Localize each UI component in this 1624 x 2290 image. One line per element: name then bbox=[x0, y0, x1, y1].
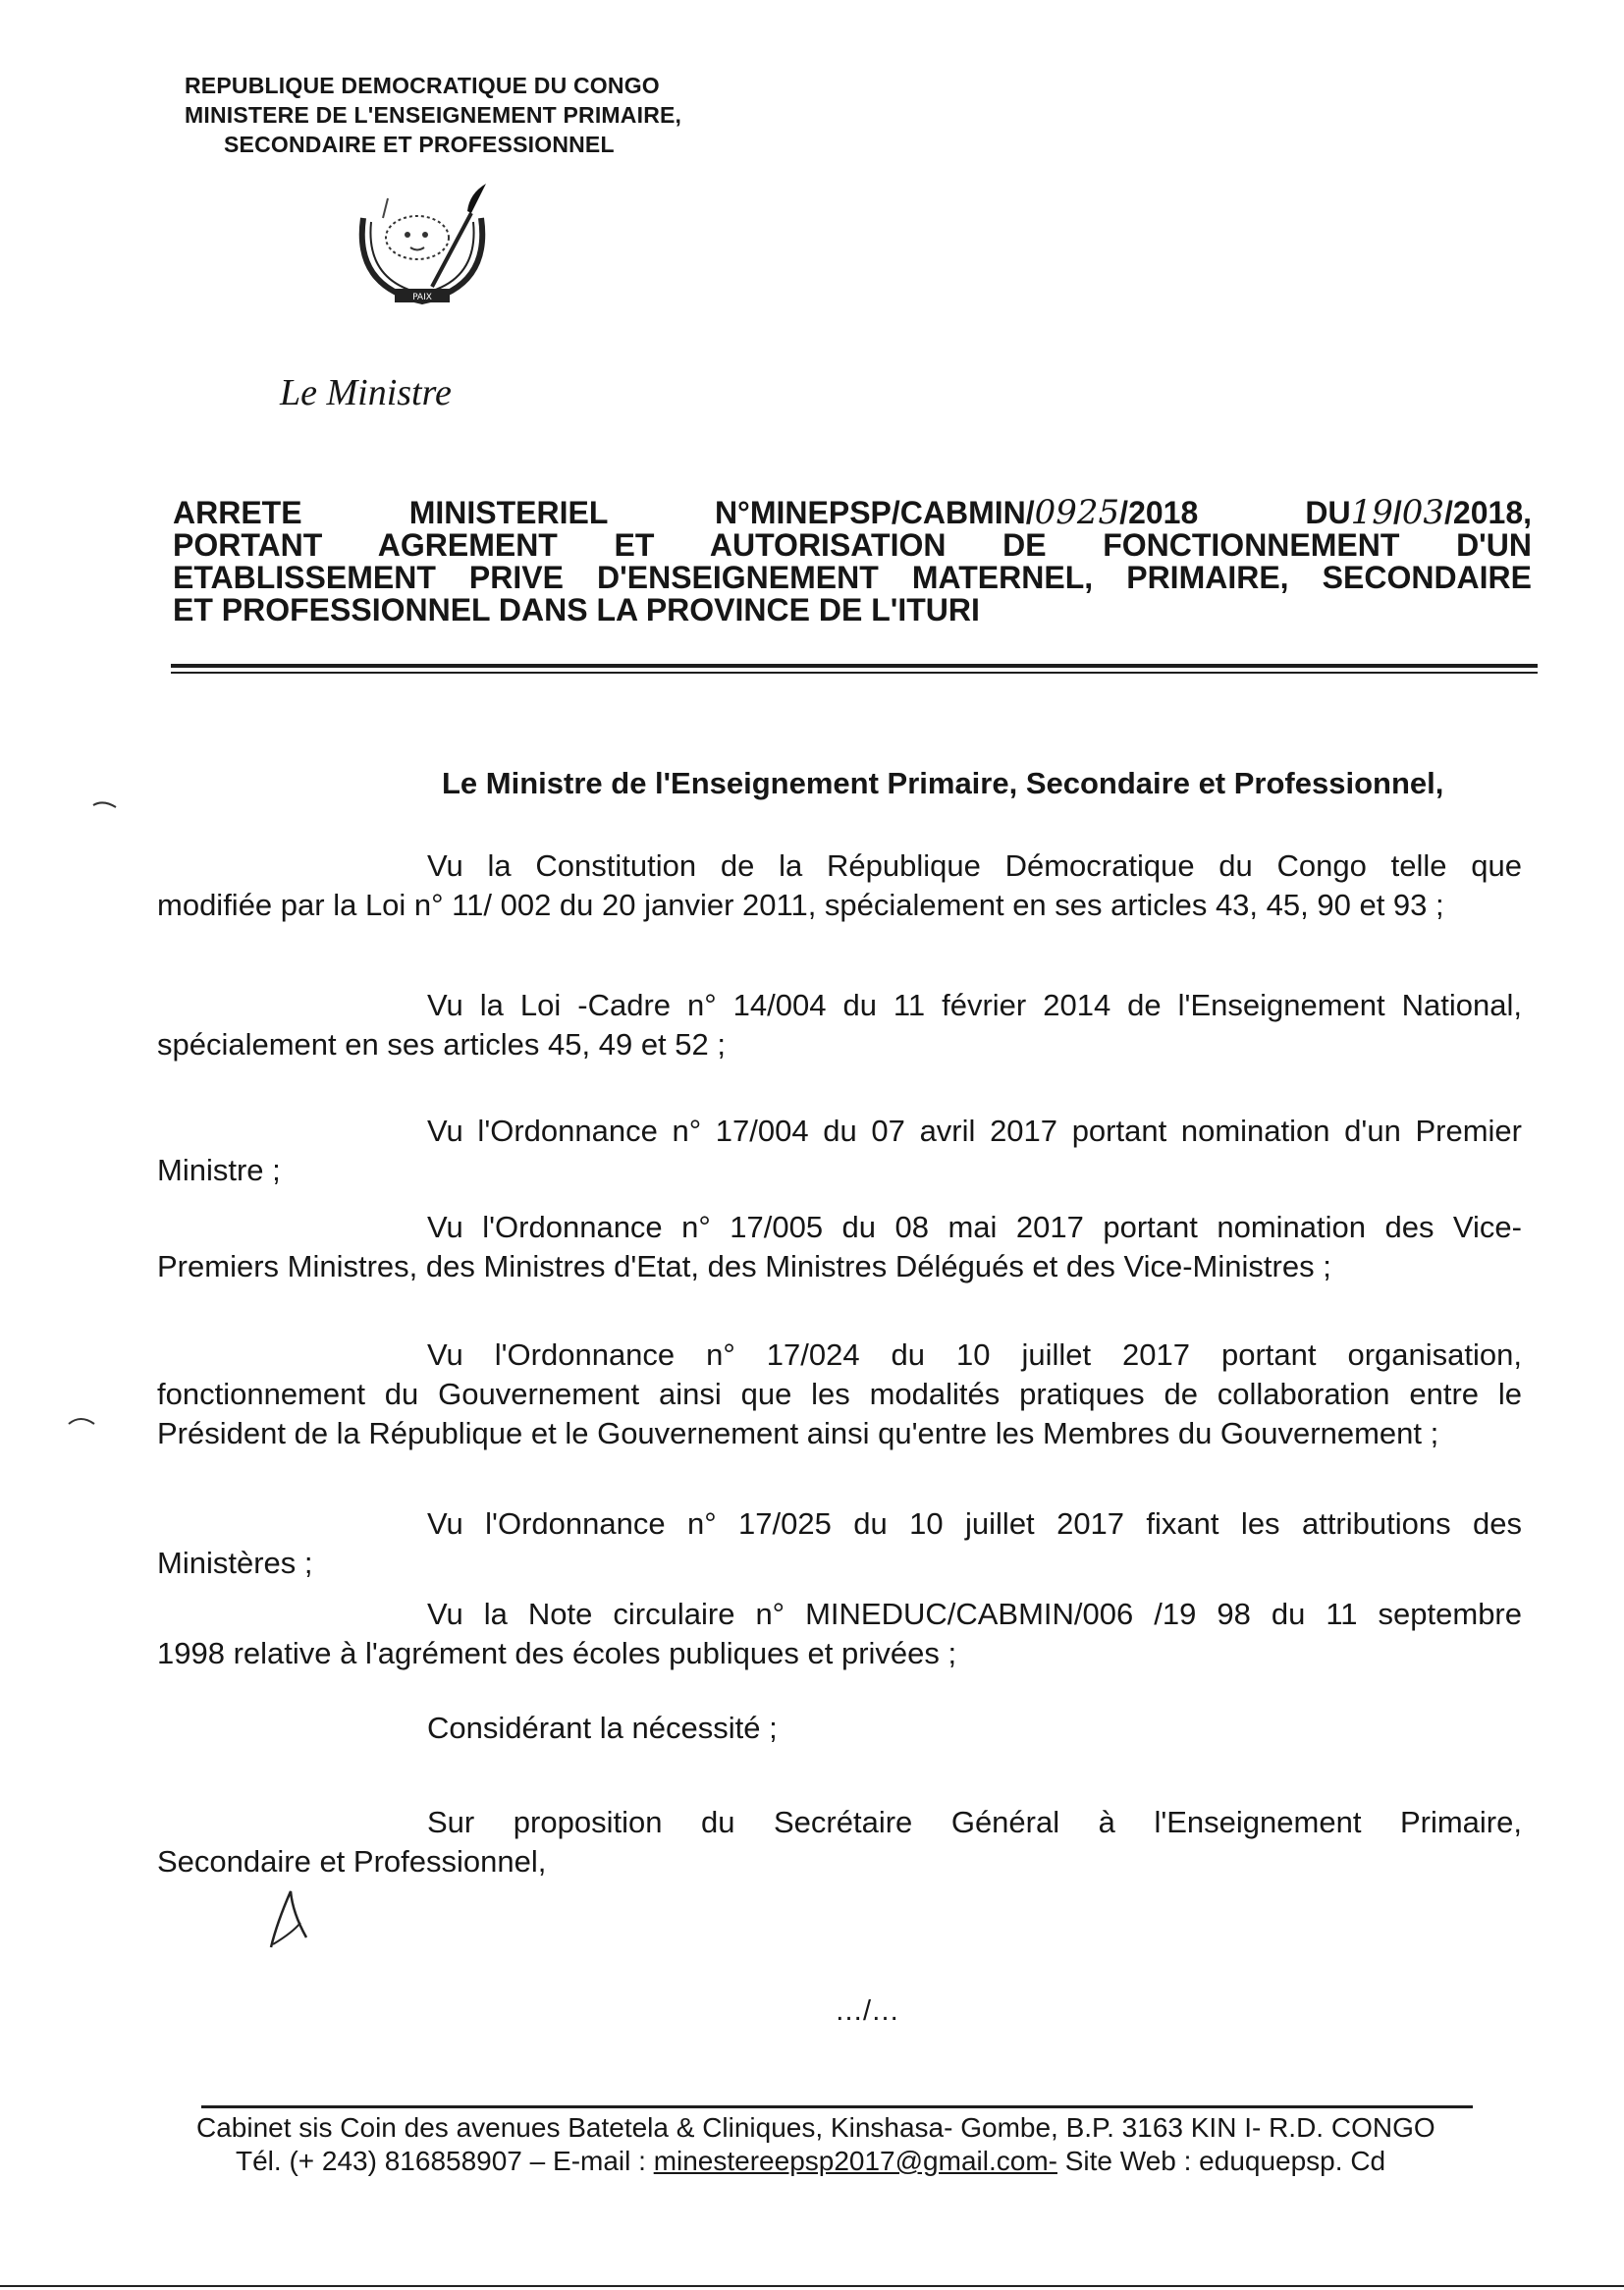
signatory-title: Le Ministre bbox=[280, 372, 452, 413]
clause-ordonnance-17-024: Vu l'Ordonnance n° 17/024 du 10 juillet 2017 portant organisation, fonctionnement du Gouvernement ainsi que les modalités pratiques de collaboration entre le Président de la République et le Gouvernement ainsi qu'entre les Membres du Gouvernement ; bbox=[157, 1337, 1522, 1450]
coat-of-arms-icon bbox=[324, 179, 520, 326]
title-underline bbox=[171, 664, 1538, 668]
letterhead-country: REPUBLIQUE DEMOCRATIQUE DU CONGO bbox=[185, 73, 660, 98]
clause-considerant: Considérant la nécessité ; bbox=[427, 1711, 778, 1745]
decree-number-line: ARRETE MINISTERIEL N°MINEPSP/CABMIN/0925/2018 DU19/03/2018, bbox=[173, 493, 1532, 532]
footer-contact: Tél. (+ 243) 816858907 – E-mail : minestereepsp2017@gmail.com- Site Web : eduquepsp. Cd bbox=[236, 2146, 1386, 2176]
letterhead-ministry: MINISTERE DE L'ENSEIGNEMENT PRIMAIRE, bbox=[185, 102, 682, 128]
decree-day-handwritten: 19 bbox=[1350, 493, 1393, 532]
clause-note-circulaire: Vu la Note circulaire n° MINEDUC/CABMIN/006 /19 98 du 11 septembre 1998 relative à l'agrément des écoles publiques et privées ; bbox=[157, 1597, 1522, 1670]
footer-email-link[interactable]: minestereepsp2017@gmail.com- bbox=[653, 2146, 1057, 2176]
preamble: Le Ministre de l'Enseignement Primaire, Secondaire et Professionnel, bbox=[442, 766, 1444, 800]
clause-constitution: Vu la Constitution de la République Démocratique du Congo telle que modifiée par la Loi n° 11/ 002 du 20 janvier 2011, spécialement en ses articles 43, 45, 90 et 93 ; bbox=[157, 848, 1522, 922]
title-underline-thin bbox=[171, 672, 1538, 674]
clause-ordonnance-17-004: Vu l'Ordonnance n° 17/004 du 07 avril 2017 portant nomination d'un Premier Ministre ; bbox=[157, 1114, 1522, 1187]
footer bbox=[196, 2111, 1473, 2178]
footer-address: Cabinet sis Coin des avenues Batetela & Cliniques, Kinshasa- Gombe, B.P. 3163 KIN I- R.D. CONGO bbox=[196, 2112, 1435, 2143]
decree-title-line-3: ETABLISSEMENT PRIVE D'ENSEIGNEMENT MATERNEL, PRIMAIRE, SECONDAIRE bbox=[173, 560, 1532, 595]
clause-proposition: Sur proposition du Secrétaire Général à l'Enseignement Primaire, Secondaire et Professionnel, bbox=[157, 1805, 1522, 1879]
decree-number-handwritten: 0925 bbox=[1034, 493, 1120, 532]
svg-text:PAIX: PAIX bbox=[412, 293, 432, 302]
letterhead-ministry-cont: SECONDAIRE ET PROFESSIONNEL bbox=[224, 132, 615, 157]
clause-ordonnance-17-005: Vu l'Ordonnance n° 17/005 du 08 mai 2017 portant nomination des Vice- Premiers Ministres, des Ministres d'Etat, des Ministres Délégués et des Vice-Ministres ; bbox=[157, 1210, 1522, 1283]
decree-title bbox=[173, 493, 1532, 627]
footer-rule bbox=[201, 2105, 1473, 2108]
continued-marker: …/… bbox=[835, 1995, 900, 2027]
clause-loi-cadre: Vu la Loi -Cadre n° 14/004 du 11 février 2014 de l'Enseignement National, spécialement en ses articles 45, 49 et 52 ; bbox=[157, 988, 1522, 1062]
handwritten-initial-icon bbox=[263, 1883, 312, 1952]
decree-month-handwritten: 03 bbox=[1401, 493, 1445, 532]
letterhead bbox=[185, 71, 734, 159]
decree-title-line-2: PORTANT AGREMENT ET AUTORISATION DE FONCTIONNEMENT D'UN bbox=[173, 527, 1532, 563]
decree-title-line-4: ET PROFESSIONNEL DANS LA PROVINCE DE L'ITURI bbox=[173, 592, 980, 627]
clause-ordonnance-17-025: Vu l'Ordonnance n° 17/025 du 10 juillet 2017 fixant les attributions des Ministères ; bbox=[157, 1506, 1522, 1580]
